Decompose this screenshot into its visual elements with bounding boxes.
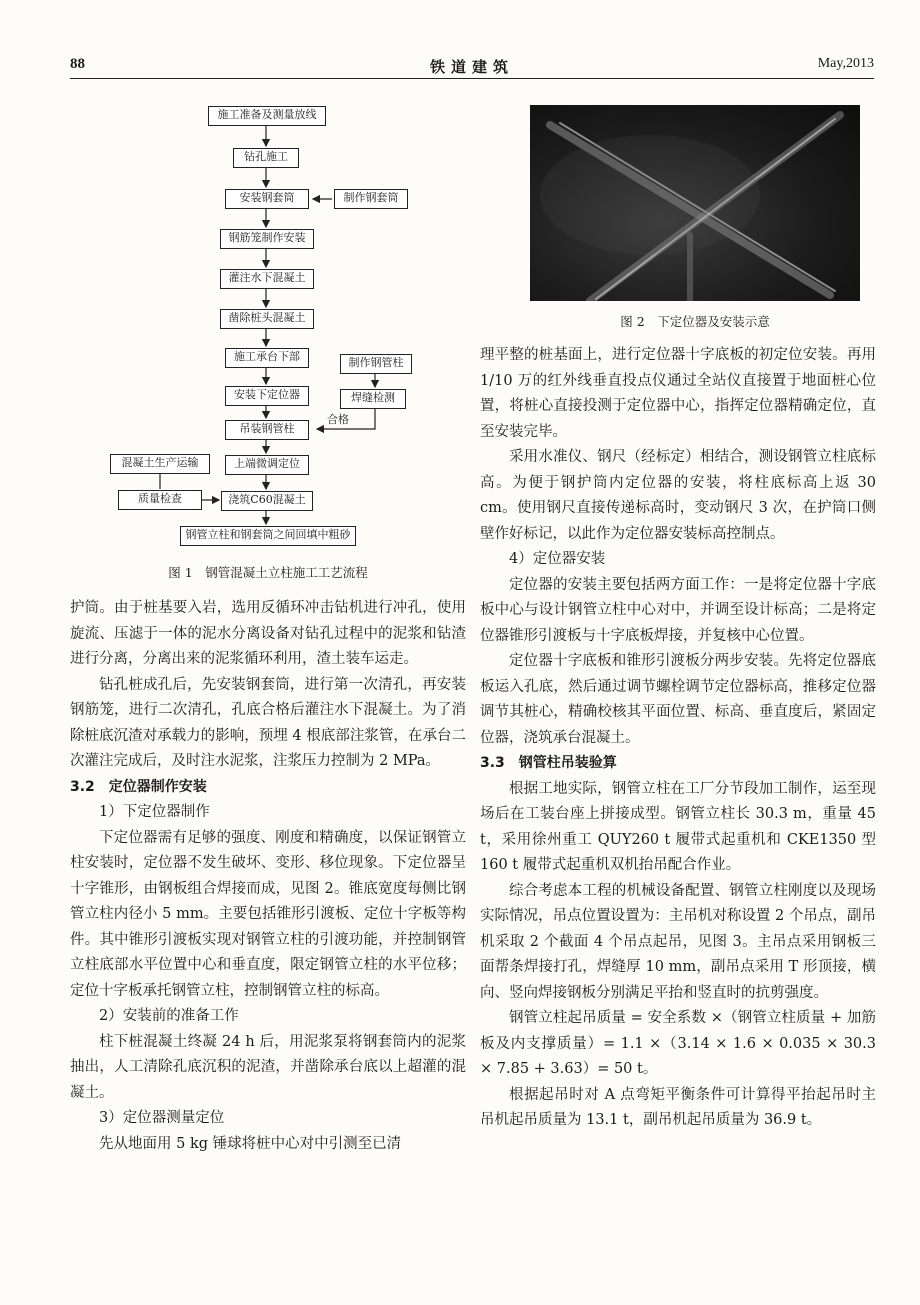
issue-date: May,2013 xyxy=(817,56,874,71)
subsection-2: 2）安装前的准备工作 xyxy=(99,1008,239,1024)
flow-step-top-adjust: 上端微调定位 xyxy=(225,455,309,475)
subsection-4: 4）定位器安装 xyxy=(509,551,606,567)
flow-step-pour-c60: 浇筑C60混凝土 xyxy=(221,491,313,511)
figure-2-caption: 图 2 下定位器及安装示意 xyxy=(620,314,770,329)
left-paragraph-3: 下定位器需有足够的强度、刚度和精确度，以保证钢管立柱安装时，定位器不发生破坏、变形、移位现象。下定位器呈十字锥形，由钢板组合焊接而成，见图 2。锥底宽度每侧比钢管立柱内径小 5 mm。主要包括锥形引渡板、定位十字板等构件。其中锥形引渡板实现对钢管立柱的引渡功能，并控制钢管立柱底部水平位置中心和垂直度，限定钢管立柱的水平位移；定位十字板承托钢管立柱，控制钢管立柱的标高。 xyxy=(70,829,466,999)
right-paragraph-6: 综合考虑本工程的机械设备配置、钢管立柱刚度以及现场实际情况，吊点位置设置为：主吊机对称设置 2 个吊点，副吊机采取 2 个截面 4 个吊点起吊，见图 3。主吊点采用钢板三面帮条焊接打孔，焊缝厚 10 mm，副吊点采用 T 形顶接，横向、竖向焊接钢板分别满足平抬和竖直时的抗剪强度。 xyxy=(480,882,876,1001)
flow-step-preparation: 施工准备及测量放线 xyxy=(208,106,326,126)
flow-step-remove-pile-head: 凿除桩头混凝土 xyxy=(220,309,314,329)
left-paragraph-1: 护筒。由于桩基要入岩，选用反循环冲击钻机进行冲孔，使用旋流、压滤于一体的泥水分离设备对钻孔过程中的泥浆和钻渣进行分离，分离出来的泥浆循环利用，渣土装车运走。 xyxy=(70,600,466,667)
flow-step-install-locator: 安装下定位器 xyxy=(225,386,309,406)
flow-side-make-casing: 制作钢套筒 xyxy=(334,189,408,209)
left-paragraph-2: 钻孔桩成孔后，先安装钢套筒，进行第一次清孔，再安装钢筋笼，进行二次清孔，孔底合格后灌注水下混凝土。为了消除桩底沉渣对承载力的影响，预埋 4 根底部注浆管，在承台二次灌注完成后，及时注水泥浆，注浆压力控制为 2 MPa。 xyxy=(70,676,466,769)
left-paragraph-4: 柱下桩混凝土终凝 24 h 后，用泥浆泵将钢套筒内的泥浆抽出，人工清除孔底沉积的泥渣，并凿除承台底以上超灌的混凝土。 xyxy=(70,1033,466,1101)
section-3-3-heading: 3.3 钢管柱吊装验算 xyxy=(480,755,617,771)
flow-step-install-casing: 安装钢套筒 xyxy=(225,189,309,209)
flow-side-concrete-transport: 混凝土生产运输 xyxy=(110,454,210,474)
right-paragraph-1: 理平整的桩基面上，进行定位器十字底板的初定位安装。再用 1/10 万的红外线垂直投点仪通过全站仪直接置于地面桩心位置，将桩心直接投测于定位器中心，指挥定位器精确定位，直至安装完毕。 xyxy=(480,347,876,440)
right-paragraph-4: 定位器十字底板和锥形引渡板分两步安装。先将定位器底板运入孔底，然后通过调节螺栓调节定位器标高，推移定位器调节其桩心，精确校核其平面位置、标高、垂直度后，紧固定位器，浇筑承台混凝土。 xyxy=(480,653,876,746)
flow-side-make-steel-column: 制作钢管柱 xyxy=(340,354,412,374)
right-column xyxy=(480,343,876,1134)
flow-step-rebar-cage: 钢筋笼制作安装 xyxy=(220,229,314,249)
right-paragraph-8: 根据起吊时对 A 点弯矩平衡条件可计算得平抬起吊时主吊机起吊质量为 13.1 t，副吊机起吊质量为 36.9 t。 xyxy=(480,1086,876,1128)
flow-step-hoist-column: 吊装钢管柱 xyxy=(225,420,309,440)
figure-1-flowchart xyxy=(70,96,466,546)
subsection-1: 1）下定位器制作 xyxy=(99,804,210,820)
flow-side-weld-inspection: 焊缝检测 xyxy=(340,389,406,409)
subsection-3: 3）定位器测量定位 xyxy=(99,1110,225,1126)
right-paragraph-5: 根据工地实际，钢管立柱在工厂分节段加工制作，运至现场后在工装台座上拼接成型。钢管立柱长 30.3 m，重量 45 t，采用徐州重工 QUY260 t 履带式起重机和 CKE1350 型 160 t 履带式起重机双机抬吊配合作业。 xyxy=(480,780,876,873)
flow-step-drilling: 钻孔施工 xyxy=(233,148,299,168)
right-paragraph-3: 定位器的安装主要包括两方面工作：一是将定位器十字底板中心与设计钢管立柱中心对中，并调至设计标高；二是将定位器锥形引渡板与十字底板焊接，并复核中心位置。 xyxy=(480,576,876,644)
locator-cross-image xyxy=(530,105,860,301)
right-paragraph-7: 钢管立柱起吊质量 = 安全系数 ×（钢管立柱质量 + 加筋板及内支撑质量）= 1.1 ×（3.14 × 1.6 × 0.035 × 30.3 × 7.85 + 3.63）= 50 t。 xyxy=(480,1010,876,1077)
figure-1-caption: 图 1 钢管混凝土立柱施工工艺流程 xyxy=(168,565,368,580)
left-column xyxy=(70,596,466,1157)
section-3-2-heading: 3.2 定位器制作安装 xyxy=(70,778,207,795)
page-number: 88 xyxy=(70,56,85,72)
page-header xyxy=(70,56,874,78)
flow-side-quality-check: 质量检查 xyxy=(118,490,202,510)
journal-title: 铁道建筑 xyxy=(429,58,514,76)
right-paragraph-2: 采用水准仪、钢尺（经标定）相结合，测设钢管立柱底标高。为便于钢护筒内定位器的安装，将柱底标高上返 30 cm。使用钢尺直接传递标高时，变动钢尺 3 次，在护筒口侧壁作好标记，以此作为定位器安装标高控制点。 xyxy=(480,449,876,542)
flow-label-pass: 合格 xyxy=(327,413,349,426)
flow-step-underwater-concrete: 灌注水下混凝土 xyxy=(220,269,314,289)
left-paragraph-5: 先从地面用 5 kg 锤球将桩中心对中引测至已清 xyxy=(99,1135,402,1152)
figure-2-photo xyxy=(530,105,860,301)
flow-step-backfill-sand: 钢管立柱和钢套筒之间回填中粗砂 xyxy=(180,526,356,546)
header-rule xyxy=(70,78,874,79)
flow-step-cap-lower: 施工承台下部 xyxy=(225,348,309,368)
